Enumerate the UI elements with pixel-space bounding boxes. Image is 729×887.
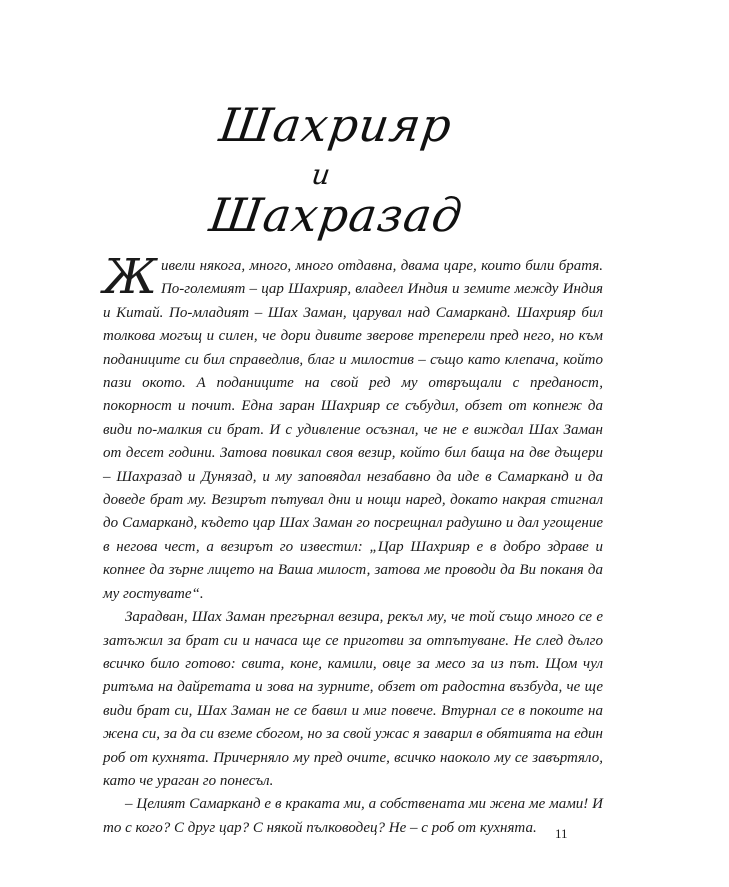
title-line-3: Шахразад: [206, 188, 467, 242]
title-line-1: Шахрияр: [216, 98, 456, 152]
drop-cap: Ж: [103, 249, 157, 305]
paragraph-3: – Целият Самарканд е в краката ми, а собствената ми жена ме мами! И то с кого? С друг цар? С някой пълководец? Не – с роб от кухнята.: [103, 796, 603, 836]
page-number: 11: [555, 826, 568, 841]
paragraph-2: Зарадван, Шах Заман прегърнал везира, рекъл му, че той също много се е затъжил за брат си и начаса ще се приготви за отпътуване. Не след дълго всичко било готово: свита, коне, камили, овце за месо за из път. Щом чул ритъма на дайретата и зова на зурните, обзет от радостна възбуда, че ще види брат си, Шах Заман не се бавил и миг повече. Втурнал се в покоите на жена си, за да си вземе сбогом, но за свой ужас я заварил в обятията на един роб от кухнята. Причерняло му пред очите, всичко наоколо му се завъртяло, като че ураган го понесъл.: [103, 609, 603, 789]
title-line-2: и: [309, 158, 334, 191]
paragraph-1-text: ивели някога, много, много отдавна, двама царе, които били братя. По-големият – цар Шахрияр, владеел Индия и земите между Индия и Китай. По-младият – Шах Заман, царувал над Самарканд. Шахрияр бил толкова могъщ и силен, че дори дивите зверове треперели пред него, но към поданиците си бил справедлив, благ и милостив – също като клепача, който пази окото. А поданиците на свой ред му отвръщали с преданост, покорност и почит. Една заран Шахрияр се събудил, обзет от копнеж да види по-малкия си брат. И с удивление осъзнал, че не е виждал Шах Заман от десет години. Затова повикал своя везир, който бил баща на две дъщери – Шахразад и Дунязад, и му заповядал незабавно да иде в Самарканд и да доведе брат му. Везирът пътувал дни и нощи наред, докато накрая стигнал до Самарканд, където цар Шах Заман го посрещнал радушно и дал угощение в негова чест, а везирът го известил: „Цар Шахрияр е в добро здраве и копнее да зърне лицето на Ваша милост, затова ме проводи да Ви поканя да му гостувате“.: [103, 258, 603, 602]
paragraph-1: [103, 249, 603, 606]
body-text: [103, 249, 603, 840]
chapter-title: [200, 92, 467, 262]
